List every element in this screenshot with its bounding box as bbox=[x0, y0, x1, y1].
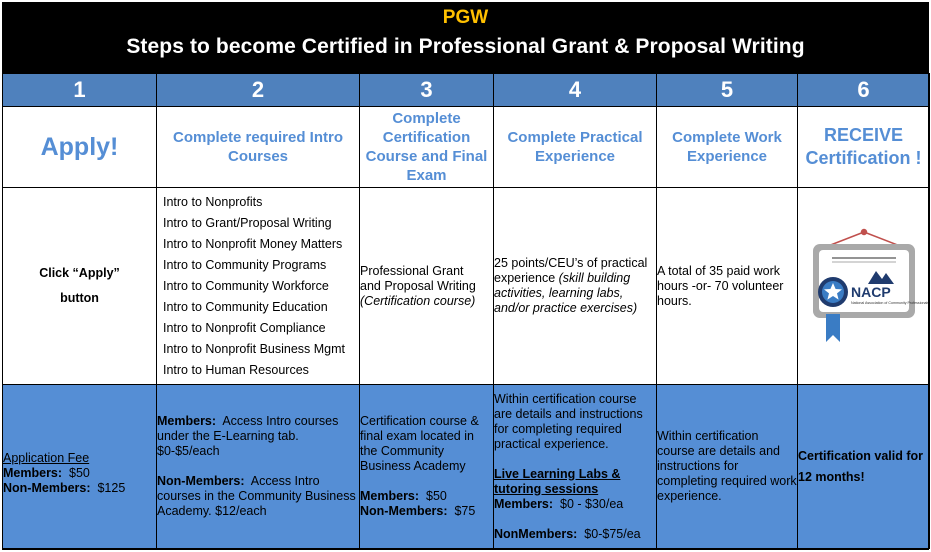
practical-members-price: $0 - $30/ea bbox=[560, 496, 624, 511]
cert-course-line2: and Proposal Writing bbox=[360, 278, 476, 293]
page-frame bbox=[2, 2, 929, 550]
certification-valid-text: Certification valid for 12 months! bbox=[798, 385, 930, 549]
cert-nonmembers-price: $75 bbox=[454, 504, 476, 518]
step-heading-work: Complete Work Experience bbox=[657, 107, 798, 188]
intro-nonmembers-label: Non-Members: bbox=[157, 474, 245, 488]
badge-subtitle-text: National Association of Community Professionals bbox=[850, 300, 929, 305]
step-number-1: 1 bbox=[3, 74, 157, 107]
apply-nonmembers-label: Non-Members: bbox=[3, 481, 91, 495]
intro-nonmembers-detail: Access Intro courses in the Community Business Academy. $12/each bbox=[157, 474, 356, 518]
cert-course-line3: (Certification course) bbox=[360, 293, 476, 308]
cert-course-line1: Professional Grant bbox=[360, 263, 464, 278]
intro-members-label: Members: bbox=[157, 414, 217, 428]
step-number-6: 6 bbox=[798, 74, 930, 107]
intro-course-item: Intro to Nonprofit Compliance bbox=[163, 320, 326, 335]
intro-course-item: Intro to Community Workforce bbox=[163, 278, 329, 293]
cert-members-price: $50 bbox=[426, 489, 447, 503]
step-number-3: 3 bbox=[360, 74, 494, 107]
apply-members-label: Members: bbox=[3, 466, 63, 480]
practical-nonmembers-label: NonMembers: bbox=[494, 526, 578, 541]
apply-instruction-line1: Click “Apply” bbox=[39, 266, 120, 280]
work-text: A total of 35 paid work hours -or- 70 volunteer hours. bbox=[657, 263, 784, 308]
page-title: Steps to become Certified in Professional Grant & Proposal Writing bbox=[126, 35, 805, 58]
step-heading-intro: Complete required Intro Courses bbox=[157, 107, 360, 188]
practical-instructions-text: Within certification course are details and instructions for completing required practical experience. bbox=[494, 391, 643, 451]
step-number-2: 2 bbox=[157, 74, 360, 107]
intro-course-item: Intro to Community Education bbox=[163, 299, 328, 314]
intro-course-item: Intro to Community Programs bbox=[163, 257, 327, 272]
practical-nonmembers-price: $0-$75/ea bbox=[584, 526, 641, 541]
apply-members-price: $50 bbox=[69, 466, 90, 480]
work-instructions-text: Within certification course are details and instructions for completing required work experience. bbox=[657, 429, 797, 503]
badge-brand-text: NACP bbox=[850, 283, 891, 300]
cert-members-label: Members: bbox=[360, 489, 420, 503]
live-learning-labs-label: Live Learning Labs & tutoring sessions bbox=[494, 466, 621, 496]
step-number-4: 4 bbox=[494, 74, 657, 107]
step-number-5: 5 bbox=[657, 74, 798, 107]
step-heading-practical: Complete Practical Experience bbox=[494, 107, 657, 188]
practical-text: 25 points/CEU’s of practical experience bbox=[494, 256, 648, 285]
practical-members-label: Members: bbox=[494, 496, 554, 511]
step-heading-certification: Complete Certification Course and Final Exam bbox=[360, 107, 494, 188]
intro-members-detail: Access Intro courses under the E-Learning tab. $0-$5/each bbox=[157, 414, 339, 458]
apply-nonmembers-price: $125 bbox=[97, 481, 126, 495]
application-fee-label: Application Fee bbox=[3, 451, 90, 465]
cert-location-text: Certification course & final exam located in the Community Business Academy bbox=[360, 414, 479, 473]
intro-course-item: Intro to Human Resources bbox=[163, 362, 309, 377]
apply-instruction-line2: button bbox=[60, 291, 99, 305]
step-heading-receive: RECEIVE Certification ! bbox=[798, 107, 930, 188]
brand-label: PGW bbox=[442, 7, 489, 28]
intro-course-item: Intro to Nonprofit Money Matters bbox=[163, 236, 343, 251]
step-heading-apply: Apply! bbox=[3, 107, 157, 188]
intro-course-item: Intro to Nonprofits bbox=[163, 194, 263, 209]
cert-nonmembers-label: Non-Members: bbox=[360, 504, 448, 518]
practical-italic: (skill building activities, learning labs, and/or practice exercises) bbox=[494, 271, 638, 315]
intro-course-item: Intro to Nonprofit Business Mgmt bbox=[163, 341, 346, 356]
intro-course-item: Intro to Grant/Proposal Writing bbox=[163, 215, 332, 230]
